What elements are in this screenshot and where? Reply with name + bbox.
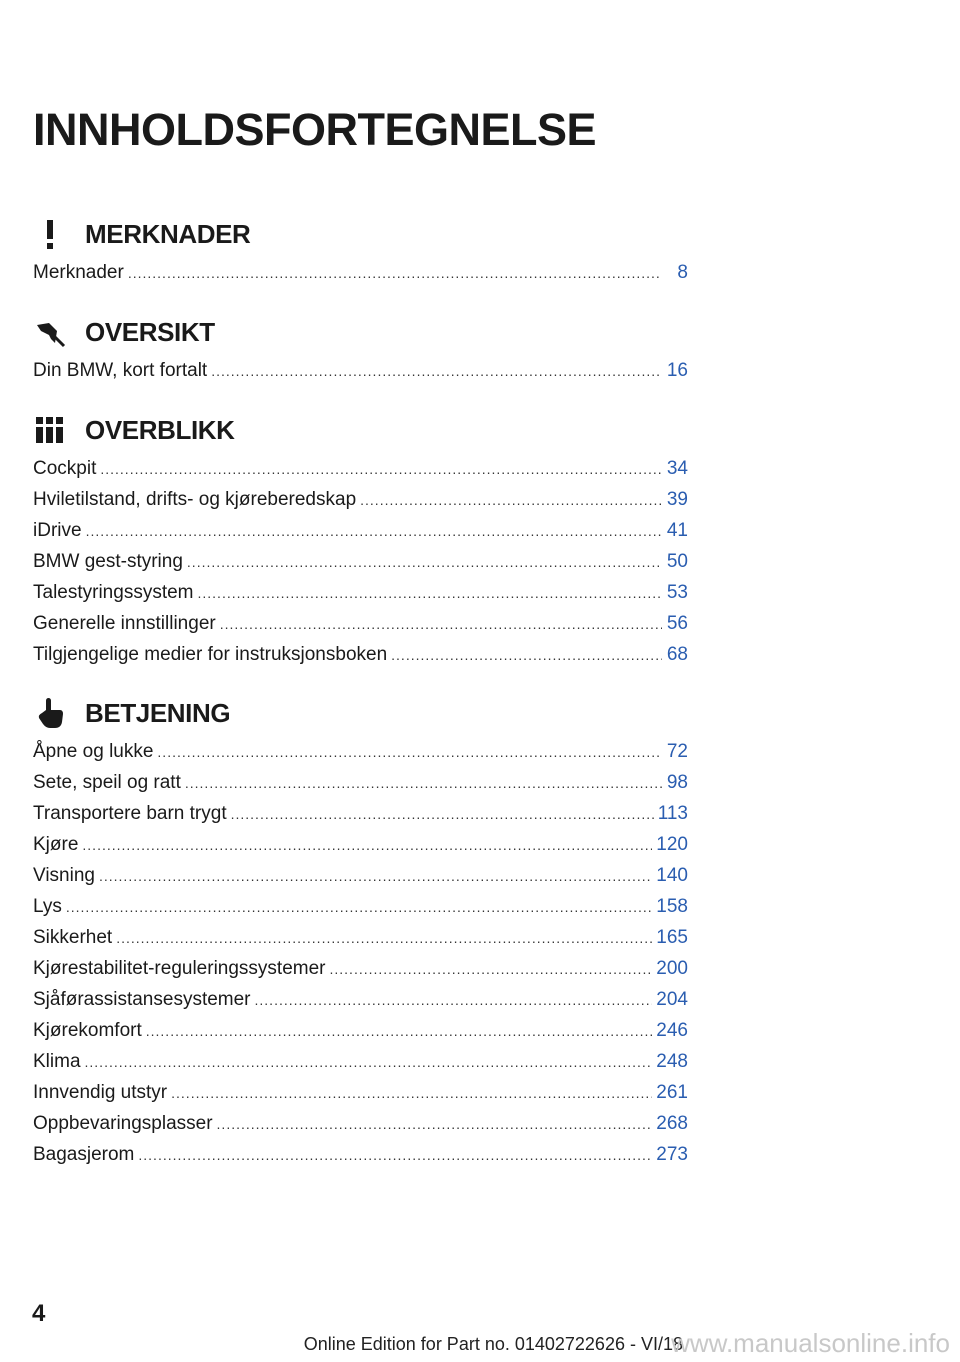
toc-page-link[interactable]: 158 — [656, 896, 688, 917]
toc-leader-dots — [185, 768, 662, 799]
toc-page-link[interactable]: 34 — [666, 458, 688, 479]
toc-entry-label: Kjøre — [33, 834, 79, 855]
toc-entry-label: Generelle innstillinger — [33, 613, 216, 634]
toc-page-link[interactable]: 53 — [666, 582, 688, 603]
toc-leader-dots — [198, 578, 663, 609]
toc-page-link[interactable]: 16 — [666, 360, 688, 381]
toc-page-link[interactable]: 261 — [656, 1082, 688, 1103]
toc-page-link[interactable]: 113 — [657, 803, 688, 824]
toc-entry[interactable] — [33, 546, 688, 577]
toc-entry-label: Innvendig utstyr — [33, 1082, 168, 1103]
toc-entry[interactable] — [33, 453, 688, 484]
toc-entry-label: Hviletilstand, drifts- og kjøreberedskap — [33, 489, 357, 510]
toc-leader-dots — [116, 923, 652, 954]
footer-edition-text: Online Edition for Part no. 01402722626 - VI/18 — [303, 1334, 683, 1354]
section-title: OVERSIKT — [85, 316, 215, 347]
toc-entry-label: Sjåførassistansesystemer — [33, 989, 251, 1010]
toc-entry[interactable] — [33, 1046, 688, 1077]
toc-leader-dots — [187, 547, 662, 578]
toc-entry-label: Transportere barn trygt — [33, 803, 227, 824]
toc-leader-dots — [128, 258, 662, 289]
toc-entry[interactable] — [33, 891, 688, 922]
section-header — [33, 696, 688, 730]
page-title: INNHOLDSFORTEGNELSE — [33, 104, 597, 155]
section-oversikt — [33, 315, 688, 386]
section-header — [33, 413, 688, 447]
toc-entry-label: BMW gest-styring — [33, 551, 183, 572]
toc-entry[interactable] — [33, 1015, 688, 1046]
page-number: 4 — [32, 1300, 46, 1327]
toc-list — [33, 453, 688, 670]
toc-entry-label: Bagasjerom — [33, 1144, 135, 1165]
toc-leader-dots — [99, 861, 652, 892]
toc-entry[interactable] — [33, 577, 688, 608]
exclamation-icon — [33, 217, 67, 251]
toc-entry-label: Sikkerhet — [33, 927, 113, 948]
grid-icon — [33, 413, 67, 447]
toc-entry[interactable] — [33, 736, 688, 767]
toc-entry[interactable] — [33, 639, 688, 670]
toc-entry-label: Merknader — [33, 262, 124, 283]
toc-entry-label: Klima — [33, 1051, 81, 1072]
toc-leader-dots — [231, 799, 654, 830]
toc-leader-dots — [157, 737, 662, 768]
toc-leader-dots — [66, 892, 652, 923]
toc-entry[interactable] — [33, 1108, 688, 1139]
toc-page-link[interactable]: 68 — [666, 644, 688, 665]
section-header — [33, 315, 688, 349]
toc-leader-dots — [360, 485, 662, 516]
toc-leader-dots — [86, 516, 662, 547]
toc-leader-dots — [138, 1140, 652, 1171]
toc-page-link[interactable]: 120 — [656, 834, 688, 855]
toc-entry-label: Lys — [33, 896, 62, 917]
section-header — [33, 217, 688, 251]
footer-watermark: www.manualsonline.info — [671, 1328, 950, 1358]
toc-leader-dots — [330, 954, 653, 985]
toc-list — [33, 736, 688, 1170]
toc-entry-label: iDrive — [33, 520, 82, 541]
toc-entry[interactable] — [33, 1077, 688, 1108]
toc-leader-dots — [146, 1016, 653, 1047]
toc-list — [33, 257, 688, 288]
toc-entry[interactable] — [33, 515, 688, 546]
toc-page-link[interactable]: 165 — [656, 927, 688, 948]
toc-page-link[interactable]: 273 — [656, 1144, 688, 1165]
toc-entry-label: Kjørekomfort — [33, 1020, 142, 1041]
toc-page-link[interactable]: 50 — [666, 551, 688, 572]
toc-page-link[interactable]: 204 — [656, 989, 688, 1010]
toc-entry[interactable] — [33, 257, 688, 288]
toc-page-link[interactable]: 72 — [666, 741, 688, 762]
toc-entry-label: Din BMW, kort fortalt — [33, 360, 208, 381]
toc-entry[interactable] — [33, 953, 688, 984]
toc-leader-dots — [217, 1109, 653, 1140]
toc-entry[interactable] — [33, 1139, 688, 1170]
toc-entry-label: Visning — [33, 865, 95, 886]
section-title: BETJENING — [85, 697, 231, 728]
toc-entry-label: Tilgjengelige medier for instruksjonsboken — [33, 644, 388, 665]
toc-entry-label: Kjørestabilitet-reguleringssystemer — [33, 958, 326, 979]
toc-leader-dots — [220, 609, 662, 640]
pin-icon — [33, 315, 67, 349]
toc-entry[interactable] — [33, 798, 688, 829]
toc-leader-dots — [211, 356, 662, 387]
toc-page-link[interactable]: 246 — [656, 1020, 688, 1041]
toc-leader-dots — [100, 454, 662, 485]
toc-page-link[interactable]: 200 — [656, 958, 688, 979]
toc-page-link[interactable]: 268 — [656, 1113, 688, 1134]
hand-pointer-icon — [33, 696, 67, 730]
toc-entry-label: Sete, speil og ratt — [33, 772, 181, 793]
toc-page-link[interactable]: 41 — [666, 520, 688, 541]
toc-page-link[interactable]: 56 — [666, 613, 688, 634]
toc-entry-label: Oppbevaringsplasser — [33, 1113, 213, 1134]
toc-page-link[interactable]: 248 — [656, 1051, 688, 1072]
toc-page-link[interactable]: 140 — [656, 865, 688, 886]
toc-list — [33, 355, 688, 386]
toc-leader-dots — [85, 1047, 653, 1078]
toc-entry[interactable] — [33, 608, 688, 639]
toc-page-link[interactable]: 8 — [677, 262, 688, 283]
section-title: MERKNADER — [85, 218, 251, 249]
toc-leader-dots — [171, 1078, 652, 1109]
toc-entry[interactable] — [33, 767, 688, 798]
toc-page-link[interactable]: 98 — [666, 772, 688, 793]
toc-entry-label: Cockpit — [33, 458, 97, 479]
section-merknader — [33, 217, 688, 288]
toc-entry[interactable] — [33, 829, 688, 860]
toc-entry[interactable] — [33, 355, 688, 386]
toc-entry[interactable] — [33, 860, 688, 891]
section-title: OVERBLIKK — [85, 414, 235, 445]
toc-entry-label: Talestyringssystem — [33, 582, 194, 603]
toc-entry[interactable] — [33, 484, 688, 515]
toc-leader-dots — [82, 830, 652, 861]
toc-entry-label: Åpne og lukke — [33, 741, 154, 762]
toc-leader-dots — [391, 640, 662, 671]
section-overblikk — [33, 413, 688, 670]
toc-leader-dots — [255, 985, 653, 1016]
toc-entry[interactable] — [33, 922, 688, 953]
toc-entry[interactable] — [33, 984, 688, 1015]
section-betjening — [33, 696, 688, 1170]
toc-page-link[interactable]: 39 — [666, 489, 688, 510]
